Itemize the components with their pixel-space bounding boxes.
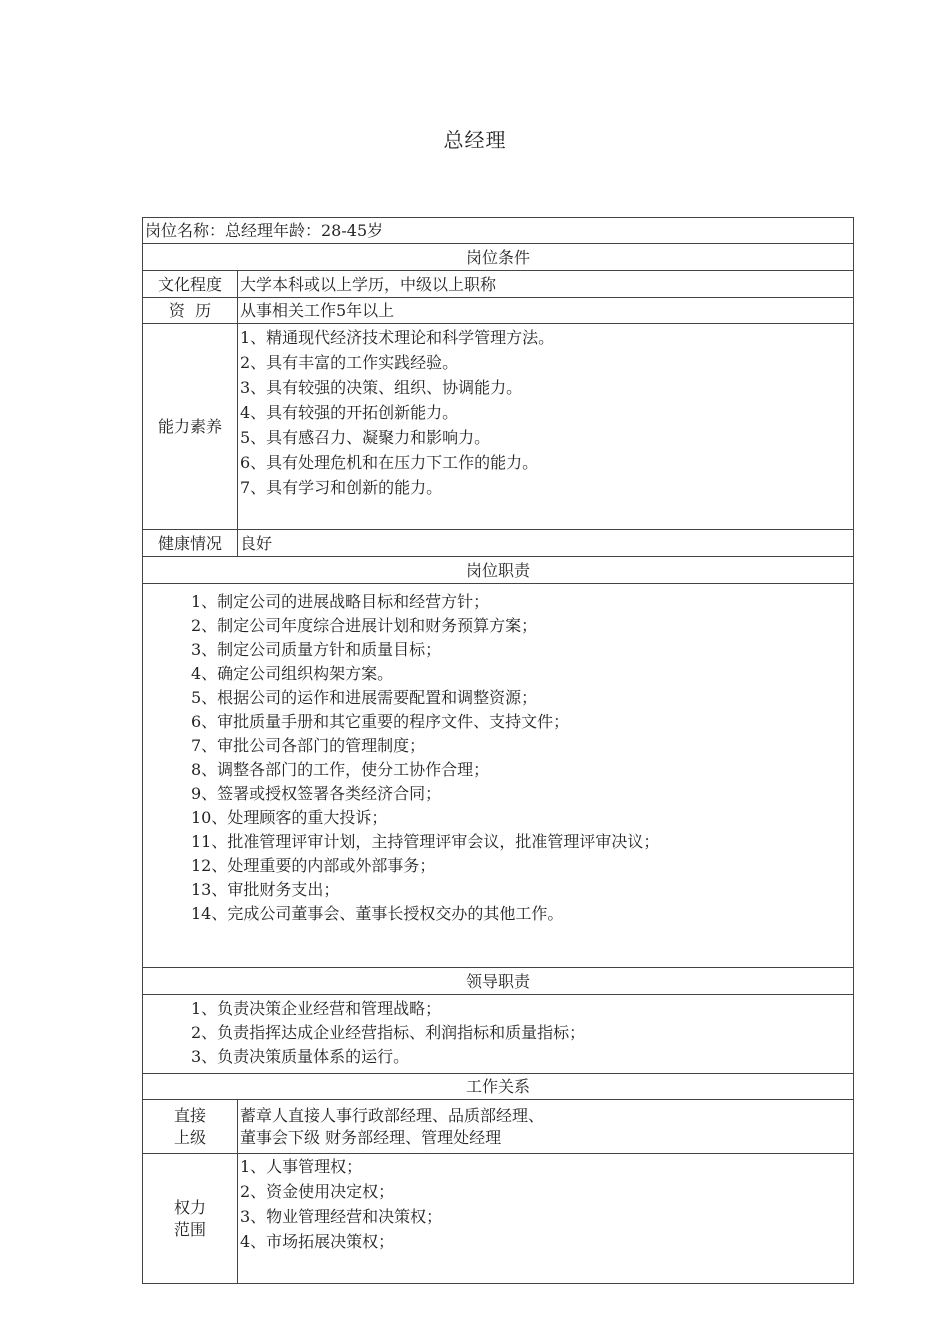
section-heading-leadership: 领导职责 [143, 968, 854, 995]
list-item: 9、签署或授权签署各类经济合同； [191, 784, 442, 803]
list-item: 2、负责指挥达成企业经营指标、利润指标和质量指标； [191, 1023, 586, 1042]
section-heading-duties: 岗位职责 [143, 557, 854, 584]
list-item: 3、物业管理经营和决策权； [240, 1207, 443, 1226]
ability-label: 能力素养 [143, 324, 238, 530]
document-title: 总经理 [443, 128, 507, 152]
list-item: 7、具有学习和创新的能力。 [240, 478, 443, 497]
superior-value: 蓄章人直接人事行政部经理、品质部经理、 董事会下级 财务部经理、管理处经理 [238, 1100, 854, 1154]
list-item: 2、资金使用决定权； [240, 1182, 395, 1201]
education-value: 大学本科或以上学历，中级以上职称 [238, 271, 854, 298]
position-name-age: 岗位名称：总经理年龄：28-45岁 [143, 218, 854, 244]
list-item: 1、负责决策企业经营和管理战略； [191, 999, 442, 1018]
list-item: 7、审批公司各部门的管理制度； [191, 736, 426, 755]
section-heading-relations: 工作关系 [143, 1074, 854, 1100]
power-list [238, 1154, 854, 1284]
experience-value: 从事相关工作5年以上 [238, 298, 854, 324]
leadership-list [143, 995, 854, 1074]
list-item: 4、具有较强的开拓创新能力。 [240, 403, 459, 422]
education-label: 文化程度 [143, 271, 238, 298]
list-item: 10、处理顾客的重大投诉； [191, 808, 388, 827]
leadership-row [143, 995, 854, 1074]
health-label: 健康情况 [143, 530, 238, 557]
list-item: 1、人事管理权； [240, 1157, 363, 1176]
education-row [143, 271, 854, 298]
list-item: 4、市场拓展决策权； [240, 1232, 395, 1251]
list-item: 8、调整各部门的工作，使分工协作合理； [191, 760, 490, 779]
health-row [143, 530, 854, 557]
experience-row [143, 298, 854, 324]
experience-label: 资 历 [143, 298, 238, 324]
job-description-table [142, 217, 854, 1284]
list-item: 1、制定公司的进展战略目标和经营方针； [191, 592, 490, 611]
list-item: 4、确定公司组织构架方案。 [191, 664, 394, 683]
power-label: 权力 范围 [143, 1154, 238, 1284]
list-item: 5、具有感召力、凝聚力和影响力。 [240, 428, 491, 447]
list-item: 6、具有处理危机和在压力下工作的能力。 [240, 453, 539, 472]
duties-list [143, 584, 854, 968]
superior-label: 直接 上级 [143, 1100, 238, 1154]
list-item: 13、审批财务支出； [191, 880, 340, 899]
list-item: 3、负责决策质量体系的运行。 [191, 1047, 410, 1066]
ability-row [143, 324, 854, 530]
superior-row [143, 1100, 854, 1154]
list-item: 11、批准管理评审计划，主持管理评审会议，批准管理评审决议； [191, 832, 660, 851]
section-row-relations [143, 1074, 854, 1100]
list-item: 6、审批质量手册和其它重要的程序文件、支持文件； [191, 712, 570, 731]
health-value: 良好 [238, 530, 854, 557]
list-item: 14、完成公司董事会、董事长授权交办的其他工作。 [191, 904, 564, 923]
list-item: 3、具有较强的决策、组织、协调能力。 [240, 378, 523, 397]
section-row-leadership [143, 968, 854, 995]
list-item: 1、精通现代经济技术理论和科学管理方法。 [240, 328, 555, 347]
ability-list [238, 324, 854, 530]
duties-row [143, 584, 854, 968]
section-row-duties [143, 557, 854, 584]
list-item: 12、处理重要的内部或外部事务； [191, 856, 436, 875]
section-row-conditions [143, 244, 854, 271]
header-row [143, 218, 854, 244]
power-row [143, 1154, 854, 1284]
list-item: 2、具有丰富的工作实践经验。 [240, 353, 459, 372]
section-heading-conditions: 岗位条件 [143, 244, 854, 271]
list-item: 5、根据公司的运作和进展需要配置和调整资源； [191, 688, 538, 707]
list-item: 2、制定公司年度综合进展计划和财务预算方案； [191, 616, 538, 635]
list-item: 3、制定公司质量方针和质量目标； [191, 640, 442, 659]
